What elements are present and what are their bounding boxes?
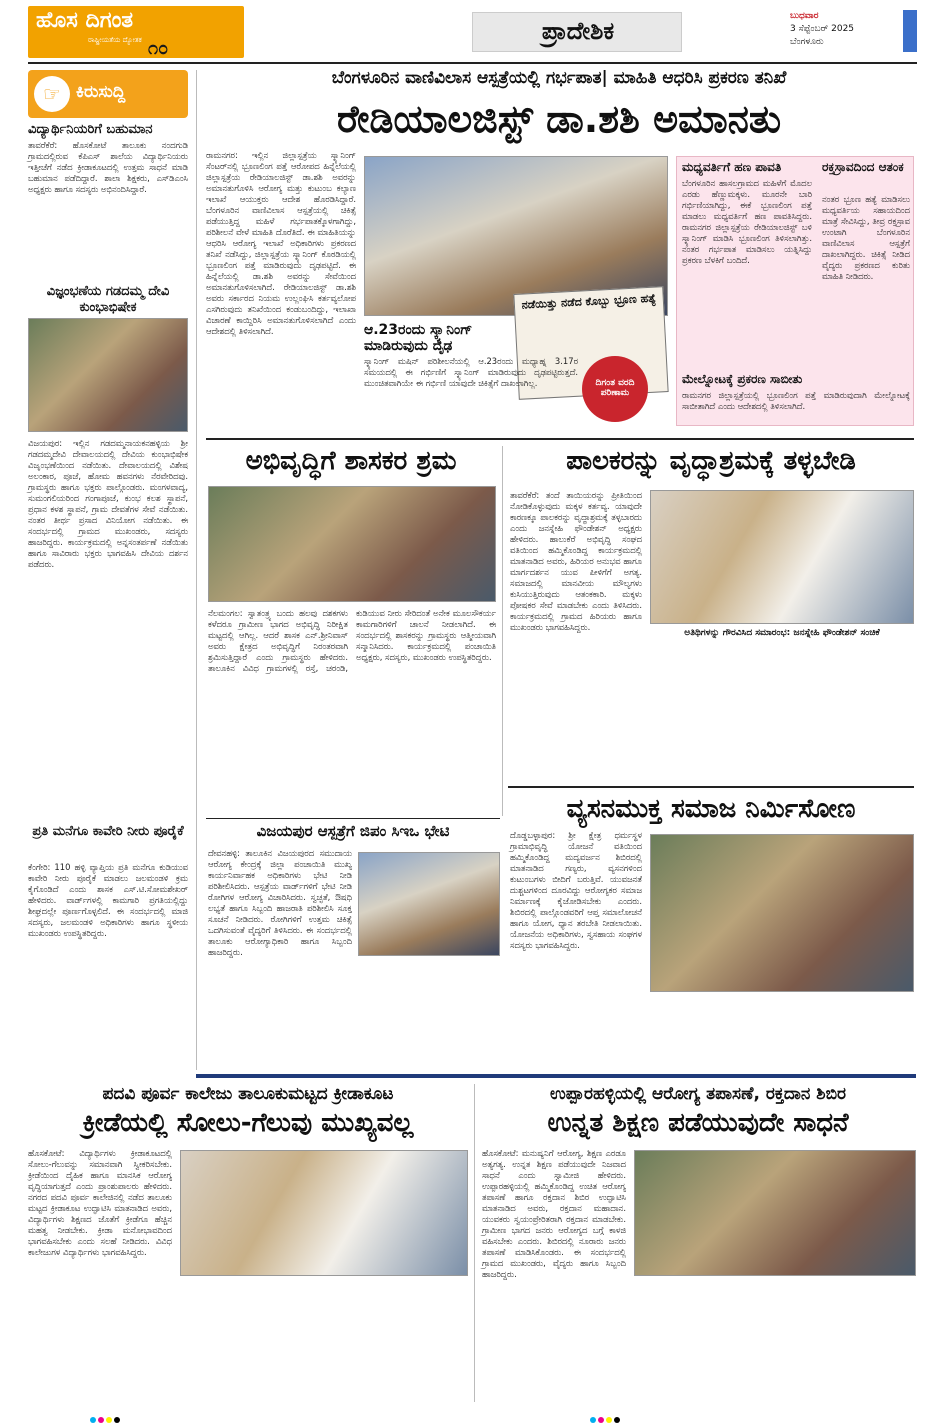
pointing-hand-icon: ☞ xyxy=(34,76,70,112)
print-registration-marks xyxy=(590,1408,622,1427)
story7-body: ಹೊಸಕೋಟೆ: ಮನುಷ್ಯನಿಗೆ ಆರೋಗ್ಯ, ಶಿಕ್ಷಣ ಎರಡೂ ಅತ್ಯಗತ್ಯ. ಉನ್ನತ ಶಿಕ್ಷಣ ಪಡೆಯುವುದೇ ನಿಜವಾದ ಸಾಧನೆ ಎಂದು ಸ್ವಾಮೀಜಿ ಹೇಳಿದರು. ಉಪ್ಪಾರಹಳ್ಳಿಯಲ್ಲಿ ಹಮ್ಮಿಕೊಂಡಿದ್ದ ಉಚಿತ ಆರೋಗ್ಯ ತಪಾಸಣೆ ಹಾಗೂ ರಕ್ತದಾನ ಶಿಬಿರ ಉದ್ಘಾಟಿಸಿ ಮಾತನಾಡಿದ ಅವರು, ರಕ್ತದಾನ ಮಹಾದಾನ. ಯುವಕರು ಸ್ವಯಂಪ್ರೇರಿತರಾಗಿ ರಕ್ತದಾನ ಮಾಡಬೇಕು. ಗ್ರಾಮೀಣ ಭಾಗದ ಜನರು ಆರೋಗ್ಯದ ಬಗ್ಗೆ ಕಾಳಜಿ ವಹಿಸಬೇಕು ಎಂದರು. ಶಿಬಿರದಲ್ಲಿ ನೂರಾರು ಜನರು ತಪಾಸಣೆ ಮಾಡಿಸಿಕೊಂಡರು. ಈ ಸಂದರ್ಭದಲ್ಲಿ ಗ್ರಾಮದ ಮುಖಂಡರು, ವೈದ್ಯರು ಹಾಗೂ ಸಿಬ್ಬಂದಿ ಹಾಜರಿದ್ದರು. xyxy=(482,1148,626,1279)
story7-headline: ಉನ್ನತ ಶಿಕ್ಷಣ ಪಡೆಯುವುದೇ ಸಾಧನೆ xyxy=(547,1108,849,1138)
story4-body: ದೇವನಹಳ್ಳಿ: ತಾಲೂಕಿನ ವಿಜಯಪುರದ ಸಮುದಾಯ ಆರೋಗ್ಯ ಕೇಂದ್ರಕ್ಕೆ ಜಿಲ್ಲಾ ಪಂಚಾಯಿತಿ ಮುಖ್ಯ ಕಾರ್ಯನಿರ್ವಾಹಕ ಅಧಿಕಾರಿಗಳು ಭೇಟಿ ನೀಡಿ ಪರಿಶೀಲಿಸಿದರು. ಆಸ್ಪತ್ರೆಯ ವಾರ್ಡ್‌ಗಳಿಗೆ ಭೇಟಿ ನೀಡಿ ರೋಗಿಗಳ ಆರೋಗ್ಯ ವಿಚಾರಿಸಿದರು. ಸ್ವಚ್ಛತೆ, ಔಷಧಿ ಲಭ್ಯತೆ ಹಾಗೂ ಸಿಬ್ಬಂದಿ ಹಾಜರಾತಿ ಪರಿಶೀಲಿಸಿ ಸೂಕ್ತ ಸೂಚನೆ ನೀಡಿದರು. ರೋಗಿಗಳಿಗೆ ಉತ್ತಮ ಚಿಕಿತ್ಸೆ ಒದಗಿಸುವಂತೆ ವೈದ್ಯರಿಗೆ ತಿಳಿಸಿದರು. ಈ ಸಂದರ್ಭದಲ್ಲಿ ತಾಲೂಕು ಆರೋಗ್ಯಾಧಿಕಾರಿ ಹಾಗೂ ಸಿಬ್ಬಂದಿ ಹಾಜರಿದ್ದರು. xyxy=(208,848,352,957)
newspaper-logo[interactable] xyxy=(28,6,244,58)
kirusuddi-label: ಕಿರುಸುದ್ದಿ xyxy=(76,82,126,102)
hospital-visit-photo xyxy=(358,852,500,956)
side1-title: ಮಧ್ಯವರ್ತಿಗೆ ಹಣ ಪಾವತಿ xyxy=(682,160,782,174)
side2-title: ರಕ್ತಸ್ರಾವದಿಂದ ಆತಂಕ xyxy=(822,160,904,174)
elders-felicitation-photo xyxy=(650,490,914,624)
side2-body: ನಂತರ ಭ್ರೂಣ ಹತ್ಯೆ ಮಾಡಿಸಲು ಮಧ್ಯವರ್ತಿಯ ಸಹಾಯದಿಂದ ಮಾತ್ರೆ ಸೇವಿಸಿದ್ದು, ತೀವ್ರ ರಕ್ತಸ್ರಾವ ಉಂಟಾಗಿ ಬೆಂಗಳೂರಿನ ವಾಣಿವಿಲಾಸ ಆಸ್ಪತ್ರೆಗೆ ದಾಖಲಾಗಿದ್ದರು. ಚಿಕಿತ್ಸೆ ನೀಡಿದ ವೈದ್ಯರು ಪ್ರಕರಣದ ಕುರಿತು ಮಾಹಿತಿ ನೀಡಿದರು. xyxy=(822,194,910,281)
legislator-felicitation-photo xyxy=(208,486,496,602)
sports-meet-photo xyxy=(180,1150,468,1276)
masthead xyxy=(0,0,945,62)
photo-caption-title: ಆ.23ರಂದು ಸ್ಕ್ಯಾನಿಂಗ್ ಮಾಡಿರುವುದು ದೃಢ xyxy=(364,322,473,354)
story6-body-cont xyxy=(180,1282,468,1402)
story3-body-cont xyxy=(510,646,914,778)
brief-3-body: ಕೆಂಗೇರಿ: 110 ಹಳ್ಳಿ ವ್ಯಾಪ್ತಿಯ ಪ್ರತಿ ಮನೆಗೂ ಕುಡಿಯುವ ಕಾವೇರಿ ನೀರು ಪೂರೈಕೆ ಮಾಡಲು ಜಲಮಂಡಳಿ ಕ್ರಮ ಕೈಗೊಂಡಿದೆ ಎಂದು ಶಾಸಕ ಎಸ್.ಟಿ.ಸೋಮಶೇಖರ್ ಹೇಳಿದರು. ವಾರ್ಡ್‌ಗಳಲ್ಲಿ ಕಾಮಗಾರಿ ಪ್ರಗತಿಯಲ್ಲಿದ್ದು ಶೀಘ್ರದಲ್ಲೇ ಪೂರ್ಣಗೊಳ್ಳಲಿದೆ. ಈ ಸಂದರ್ಭದಲ್ಲಿ ಮಾಜಿ ಸದಸ್ಯರು, ಜಲಮಂಡಳಿ ಅಧಿಕಾರಿಗಳು ಹಾಗೂ ಸ್ಥಳೀಯ ಮುಖಂಡರು ಉಪಸ್ಥಿತರಿದ್ದರು. xyxy=(28,862,188,938)
brief-1-title: ವಿದ್ಯಾರ್ಥಿನಿಯರಿಗೆ ಬಹುಮಾನ xyxy=(28,122,153,137)
clipping-title: ನಡೆಯಿತ್ತು ನಡೆದ ಕೊಬ್ಬು ಭ್ರೂಣ ಹತ್ಯೆ xyxy=(521,291,657,312)
column-divider xyxy=(474,1084,475,1402)
dateline xyxy=(790,10,895,49)
dateline-date: 3 ಸೆಪ್ಟೆಂಬರ್ 2025 xyxy=(790,24,855,34)
section-title: ಪ್ರಾದೇಶಿಕ xyxy=(541,17,615,45)
photo-caption-body: ಸ್ಕ್ಯಾನಿಂಗ್ ಮಷಿನ್ ಪರಿಶೀಲನೆಯಲ್ಲಿ ಆ.23ರಂದು ಮಧ್ಯಾಹ್ನ 3.17ರ ಸಮಯದಲ್ಲಿ ಈ ಗರ್ಭಿಣಿಗೆ ಸ್ಕ್ಯಾನಿಂಗ್ ಮಾಡಿರುವುದು ದೃಢಪಟ್ಟಿರುತ್ತದೆ. ಮುಂಚಿತವಾಗಿಯೇ ಈ ಗರ್ಭಿಣಿ ಯಾವುದೇ ಚಿಕಿತ್ಸೆಗೆ ದಾಖಲಾಗಿಲ್ಲ. xyxy=(364,356,578,388)
lead-headline: ರೇಡಿಯಾಲಜಿಸ್ಟ್ ಡಾ.ಶಶಿ ಅಮಾನತು xyxy=(336,97,782,141)
story5-body-cont xyxy=(650,998,914,1066)
print-registration-marks xyxy=(90,1408,122,1427)
story3-body: ತಾವರೆಕೆರೆ: ತಂದೆ ತಾಯಿಯರನ್ನು ಪ್ರೀತಿಯಿಂದ ನೋಡಿಕೊಳ್ಳುವುದು ಮಕ್ಕಳ ಕರ್ತವ್ಯ. ಯಾವುದೇ ಕಾರಣಕ್ಕೂ ಪಾಲಕರನ್ನು ವೃದ್ಧಾಶ್ರಮಕ್ಕೆ ತಳ್ಳಬಾರದು ಎಂದು ಜನಸ್ನೇಹಿ ಫೌಂಡೇಶನ್ ಅಧ್ಯಕ್ಷರು ಹೇಳಿದರು. ಹಾಲುಕೆರೆ ಅಭಿವೃದ್ಧಿ ಸಂಘದ ವತಿಯಿಂದ ಹಮ್ಮಿಕೊಂಡಿದ್ದ ಕಾರ್ಯಕ್ರಮದಲ್ಲಿ ಮಾತನಾಡಿದ ಅವರು, ಹಿರಿಯರ ಅನುಭವ ಹಾಗೂ ಮಾರ್ಗದರ್ಶನ ಯುವ ಪೀಳಿಗೆಗೆ ಅಗತ್ಯ. ಸಮಾಜದಲ್ಲಿ ಮಾನವೀಯ ಮೌಲ್ಯಗಳು ಕುಸಿಯುತ್ತಿರುವುದು ಆತಂಕಕಾರಿ. ಮಕ್ಕಳು ಪೋಷಕರ ಸೇವೆ ಮಾಡಬೇಕು ಎಂದು ತಿಳಿಸಿದರು. ಕಾರ್ಯಕ್ರಮದಲ್ಲಿ ಗ್ರಾಮದ ಹಿರಿಯರು ಹಾಗೂ ಮುಖಂಡರು ಭಾಗವಹಿಸಿದ್ದರು. xyxy=(510,490,642,632)
story5-body: ದೊಡ್ಡಬಳ್ಳಾಪುರ: ಶ್ರೀ ಕ್ಷೇತ್ರ ಧರ್ಮಸ್ಥಳ ಗ್ರಾಮಾಭಿವೃದ್ಧಿ ಯೋಜನೆ ವತಿಯಿಂದ ಹಮ್ಮಿಕೊಂಡಿದ್ದ ಮದ್ಯವರ್ಜನ ಶಿಬಿರದಲ್ಲಿ ಮಾತನಾಡಿದ ಗಣ್ಯರು, ವ್ಯಸನಗಳಿಂದ ಕುಟುಂಬಗಳು ಬೀದಿಗೆ ಬರುತ್ತಿವೆ. ಯುವಜನತೆ ದುಶ್ಚಟಗಳಿಂದ ದೂರವಿದ್ದು ಆರೋಗ್ಯಕರ ಸಮಾಜ ನಿರ್ಮಾಣಕ್ಕೆ ಕೈಜೋಡಿಸಬೇಕು ಎಂದರು. ಶಿಬಿರದಲ್ಲಿ ಪಾಲ್ಗೊಂಡವರಿಗೆ ಆಪ್ತ ಸಮಾಲೋಚನೆ ಹಾಗೂ ಯೋಗ, ಧ್ಯಾನ ತರಬೇತಿ ನೀಡಲಾಯಿತು. ಯೋಜನೆಯ ಅಧಿಕಾರಿಗಳು, ಸ್ವಸಹಾಯ ಸಂಘಗಳ ಸದಸ್ಯರು ಭಾಗವಹಿಸಿದ್ದರು. xyxy=(510,830,642,950)
story6-body: ಹೊಸಕೋಟೆ: ವಿದ್ಯಾರ್ಥಿಗಳು ಕ್ರೀಡಾಕೂಟದಲ್ಲಿ ಸೋಲು-ಗೆಲುವನ್ನು ಸಮಾನವಾಗಿ ಸ್ವೀಕರಿಸಬೇಕು. ಕ್ರೀಡೆಯಿಂದ ದೈಹಿಕ ಹಾಗೂ ಮಾನಸಿಕ ಆರೋಗ್ಯ ವೃದ್ಧಿಯಾಗುತ್ತದೆ ಎಂದು ಪ್ರಾಂಶುಪಾಲರು ಹೇಳಿದರು. ನಗರದ ಪದವಿ ಪೂರ್ವ ಕಾಲೇಜಿನಲ್ಲಿ ನಡೆದ ತಾಲೂಕು ಮಟ್ಟದ ಕ್ರೀಡಾಕೂಟ ಉದ್ಘಾಟಿಸಿ ಮಾತನಾಡಿದ ಅವರು, ವಿದ್ಯಾರ್ಥಿಗಳು ಶಿಕ್ಷಣದ ಜೊತೆಗೆ ಕ್ರೀಡೆಗೂ ಹೆಚ್ಚಿನ ಮಹತ್ವ ನೀಡಬೇಕು. ಕ್ರೀಡಾ ಮನೋಭಾವದಿಂದ ಭಾಗವಹಿಸಬೇಕು ಎಂದು ಸಲಹೆ ನೀಡಿದರು. ವಿವಿಧ ಕಾಲೇಜುಗಳ ವಿದ್ಯಾರ್ಥಿಗಳು ಭಾಗವಹಿಸಿದ್ದರು. xyxy=(28,1148,172,1257)
logo-title: ಹೊಸ ದಿಗಂತ xyxy=(36,8,134,33)
brief-2-body: ವಿಜಯಪುರ: ಇಲ್ಲಿನ ಗಡದಮ್ಮನಾಯಕನಹಳ್ಳಿಯ ಶ್ರೀ ಗಡದಮ್ಮದೇವಿ ದೇವಾಲಯದಲ್ಲಿ ದೇವಿಯ ಕುಂಭಾಭಿಷೇಕ ವಿಜೃಂಭಣೆಯಿಂದ ನಡೆಯಿತು. ದೇವಾಲಯದಲ್ಲಿ ವಿಶೇಷ ಅಲಂಕಾರ, ಪೂಜೆ, ಹೋಮ ಹವನಗಳು ನೆರವೇರಿದವು. ಗ್ರಾಮಸ್ಥರು ಹಾಗೂ ಭಕ್ತರು ಪಾಲ್ಗೊಂಡರು. ಮಂಗಳವಾದ್ಯ, ಸುಮಂಗಲಿಯರಿಂದ ಗಂಗಾಪೂಜೆ, ಕುಂಭ ಕಲಶ ಸ್ಥಾಪನೆ, ಪ್ರಧಾನ ಕಳಶ ಸ್ಥಾಪನೆ, ಗ್ರಾಮ ದೇವತೆಗಳ ಸೇವೆ ನಡೆಯಿತು. ನಂತರ ತೀರ್ಥ ಪ್ರಸಾದ ವಿನಿಯೋಗ ನಡೆಯಿತು. ಈ ಸಂದರ್ಭದಲ್ಲಿ ಗ್ರಾಮದ ಮುಖಂಡರು, ಸದಸ್ಯರು ಹಾಜರಿದ್ದರು. ಕಾರ್ಯಕ್ರಮದಲ್ಲಿ ಅನ್ನಸಂತರ್ಪಣೆ ನಡೆಯಿತು ಹಾಗೂ ಸಾವಿರಾರು ಭಕ್ತರು ಭಾಗವಹಿಸಿ ದೇವಿಯ ದರ್ಶನ ಪಡೆದರು. xyxy=(28,438,188,569)
story6-headline: ಕ್ರೀಡೆಯಲ್ಲಿ ಸೋಲು-ಗೆಲುವು ಮುಖ್ಯವಲ್ಲ xyxy=(82,1108,414,1138)
impact-stamp: ದಿಗಂತ ವರದಿ ಪರಿಣಾಮ xyxy=(582,356,648,422)
story2-headline: ಅಭಿವೃದ್ಧಿಗೆ ಶಾಸಕರ ಶ್ರಮ xyxy=(245,446,457,476)
lead-body: ರಾಮನಗರ: ಇಲ್ಲಿನ ಜಿಲ್ಲಾಸ್ಪತ್ರೆಯ ಸ್ಕ್ಯಾನಿಂಗ್ ಸೆಂಟರ್‌ನಲ್ಲಿ ಭ್ರೂಣಲಿಂಗ ಪತ್ತೆ ಆರೋಪದ ಹಿನ್ನೆಲೆಯಲ್ಲಿ ಜಿಲ್ಲಾಸ್ಪತ್ರೆಯ ರೇಡಿಯಾಲಜಿಸ್ಟ್ ಡಾ.ಶಶಿ ಅವರನ್ನು ಅಮಾನತುಗೊಳಿಸಿ ಆರೋಗ್ಯ ಮತ್ತು ಕುಟುಂಬ ಕಲ್ಯಾಣ ಇಲಾಖೆ ಆಯುಕ್ತರು ಆದೇಶ ಹೊರಡಿಸಿದ್ದಾರೆ. ಬೆಂಗಳೂರಿನ ವಾಣಿವಿಲಾಸ ಆಸ್ಪತ್ರೆಯಲ್ಲಿ ಚಿಕಿತ್ಸೆ ಪಡೆಯುತ್ತಿದ್ದ ಮಹಿಳೆ ಗರ್ಭಪಾತಕ್ಕೊಳಗಾಗಿದ್ದು, ಪರಿಶೀಲನೆ ವೇಳೆ ಮಾಹಿತಿ ದೊರೆತಿದೆ. ಈ ಮಾಹಿತಿಯನ್ನು ಆಧರಿಸಿ ಆರೋಗ್ಯ ಇಲಾಖೆ ಅಧಿಕಾರಿಗಳು ಪ್ರಕರಣದ ತನಿಖೆ ನಡೆಸಿದ್ದು, ಜಿಲ್ಲಾಸ್ಪತ್ರೆಯ ಸ್ಕ್ಯಾನಿಂಗ್ ಕೊಠಡಿಯಲ್ಲಿ ಭ್ರೂಣಲಿಂಗ ಪತ್ತೆ ಮಾಡಿರುವುದು ದೃಢಪಟ್ಟಿದೆ. ಈ ಹಿನ್ನೆಲೆಯಲ್ಲಿ ಡಾ.ಶಶಿ ಅವರನ್ನು ಸೇವೆಯಿಂದ ಅಮಾನತುಗೊಳಿಸಲಾಗಿದೆ. ರೇಡಿಯಾಲಜಿಸ್ಟ್ ಡಾ.ಶಶಿ ಅವರು ಸರ್ಕಾರದ ನಿಯಮ ಉಲ್ಲಂಘಿಸಿ ಕರ್ತವ್ಯಲೋಪ ಎಸಗಿರುವುದು ತನಿಖೆಯಿಂದ ಕಂಡುಬಂದಿದ್ದು, ಇಲಾಖಾ ವಿಚಾರಣೆ ಕಾಯ್ದಿರಿಸಿ ಅಮಾನತುಗೊಳಿಸಲಾಗಿದೆ ಎಂದು ಆದೇಶದಲ್ಲಿ ತಿಳಿಸಲಾಗಿದೆ. xyxy=(206,150,356,336)
deaddiction-camp-photo xyxy=(650,834,914,992)
logo-tagline: ರಾಷ್ಟ್ರೀಯತೆಯ ದ್ಯೋತಕ xyxy=(88,36,142,44)
masthead-rule xyxy=(28,62,917,64)
brief-1-body: ತಾವರೆಕೆರೆ: ಹೊಸಕೋಟೆ ತಾಲೂಕು ನಂದಗುಡಿ ಗ್ರಾಮದಲ್ಲಿರುವ ಕೆಪಿಎಸ್ ಶಾಲೆಯ ವಿದ್ಯಾರ್ಥಿನಿಯರು ಇತ್ತೀಚೆಗೆ ನಡೆದ ಕ್ರೀಡಾಕೂಟದಲ್ಲಿ ಉತ್ತಮ ಸಾಧನೆ ಮಾಡಿ ಬಹುಮಾನ ಪಡೆದಿದ್ದಾರೆ. ಶಾಲಾ ಶಿಕ್ಷಕರು, ಎಸ್‌ಡಿಎಂಸಿ ಅಧ್ಯಕ್ಷರು ಹಾಗೂ ಸದಸ್ಯರು ಅಭಿನಂದಿಸಿದ್ದಾರೆ. xyxy=(28,140,188,194)
story2-body: ನೆಲಮಂಗಲ: ಸ್ವಾತಂತ್ರ್ಯ ಬಂದು ಹಲವು ದಶಕಗಳು ಕಳೆದರೂ ಗ್ರಾಮೀಣ ಭಾಗದ ಅಭಿವೃದ್ಧಿ ನಿರೀಕ್ಷಿತ ಮಟ್ಟದಲ್ಲಿ ಆಗಿಲ್ಲ. ಆದರೆ ಶಾಸಕ ಎನ್.ಶ್ರೀನಿವಾಸ್ ಅವರು ಕ್ಷೇತ್ರದ ಅಭಿವೃದ್ಧಿಗೆ ನಿರಂತರವಾಗಿ ಶ್ರಮಿಸುತ್ತಿದ್ದಾರೆ ಎಂದು ಗ್ರಾಮಸ್ಥರು ಹೇಳಿದರು. ತಾಲೂಕಿನ ವಿವಿಧ ಗ್ರಾಮಗಳಲ್ಲಿ ರಸ್ತೆ, ಚರಂಡಿ, ಕುಡಿಯುವ ನೀರು ಸೇರಿದಂತೆ ಅನೇಕ ಮೂಲಸೌಕರ್ಯ ಕಾಮಗಾರಿಗಳಿಗೆ ಚಾಲನೆ ನೀಡಲಾಗಿದೆ. ಈ ಸಂದರ್ಭದಲ್ಲಿ ಶಾಸಕರನ್ನು ಗ್ರಾಮಸ್ಥರು ಆತ್ಮೀಯವಾಗಿ ಸನ್ಮಾನಿಸಿದರು. ಕಾರ್ಯಕ್ರಮದಲ್ಲಿ ಪಂಚಾಯಿತಿ ಅಧ್ಯಕ್ಷರು, ಸದಸ್ಯರು, ಮುಖಂಡರು ಉಪಸ್ಥಿತರಿದ್ದರು. xyxy=(208,608,496,673)
story3-photo-caption: ಅತಿಥಿಗಳನ್ನು ಗೌರವಿಸಿದ ಸಮಾರಂಭ: ಜನಸ್ನೇಹಿ ಫೌಂಡೇಶನ್ ಸಂಚಿಕೆ xyxy=(684,628,880,638)
temple-ritual-photo xyxy=(28,318,188,432)
story3-headline: ಪಾಲಕರನ್ನು ವೃದ್ಧಾಶ್ರಮಕ್ಕೆ ತಳ್ಳಬೇಡಿ xyxy=(566,446,856,476)
section-rule xyxy=(196,1074,916,1078)
page-number: ೧೦ xyxy=(148,38,169,59)
kirusuddi-banner xyxy=(28,70,188,118)
story4-headline: ವಿಜಯಪುರ ಆಸ್ಪತ್ರೆಗೆ ಜಿಪಂ ಸಿಇಒ ಭೇಟಿ xyxy=(256,822,450,840)
column-divider xyxy=(196,70,197,1070)
dateline-city: ಬೆಂಗಳೂರು xyxy=(790,37,824,47)
brief-2-title: ವಿಜ್ಞಂಭಣೆಯ ಗಡದಮ್ಮ ದೇವಿ ಕುಂಭಾಭಿಷೇಕ xyxy=(46,284,170,315)
health-camp-photo xyxy=(634,1150,916,1276)
brief-3-title: ಪ್ರತಿ ಮನೆಗೂ ಕಾವೇರಿ ನೀರು ಪೂರೈಕೆ xyxy=(32,824,184,839)
dateline-day: ಬುಧವಾರ xyxy=(790,11,819,21)
side1-body: ಬೆಂಗಳೂರಿನ ಹಾಸಲಗ್ರಾಮದ ಮಹಿಳೆಗೆ ಮೊದಲ ಎರಡು ಹೆಣ್ಣುಮಕ್ಕಳು. ಮೂರನೇ ಬಾರಿ ಗರ್ಭಿಣಿಯಾಗಿದ್ದು, ಈಕೆ ಭ್ರೂಣಲಿಂಗ ಪತ್ತೆ ಮಾಡಲು ಮಧ್ಯವರ್ತಿಗೆ ಹಣ ಪಾವತಿಸಿದ್ದರು. ರಾಮನಗರ ಜಿಲ್ಲಾಸ್ಪತ್ರೆಯ ರೇಡಿಯಾಲಜಿಸ್ಟ್ ಬಳಿ ಸ್ಕ್ಯಾನಿಂಗ್ ಮಾಡಿಸಿ ಭ್ರೂಣಲಿಂಗ ತಿಳಿಸಲಾಗಿತ್ತು. ನಂತರ ಗರ್ಭಪಾತ ಮಾಡಿಸಲು ಯತ್ನಿಸಿದ್ದು ಪ್ರಕರಣ ಬೆಳಕಿಗೆ ಬಂದಿದೆ. xyxy=(682,178,812,265)
side3-title: ಮೇಲ್ನೋಟಕ್ಕೆ ಪ್ರಕರಣ ಸಾಬೀತು xyxy=(682,372,803,386)
column-divider xyxy=(502,446,503,816)
section-rule xyxy=(508,786,914,788)
section-rule xyxy=(206,818,500,819)
section-banner xyxy=(472,12,682,52)
story4-body-cont xyxy=(358,962,500,1066)
section-rule xyxy=(206,438,914,440)
story7-body-cont xyxy=(634,1282,916,1402)
side-color-tab xyxy=(903,10,917,52)
story6-kicker: ಪದವಿ ಪೂರ್ವ ಕಾಲೇಜು ತಾಲೂಕುಮಟ್ಟದ ಕ್ರೀಡಾಕೂಟ xyxy=(102,1084,394,1104)
story5-headline: ವ್ಯಸನಮುಕ್ತ ಸಮಾಜ ನಿರ್ಮಿಸೋಣ xyxy=(566,794,856,824)
side3-body: ರಾಮನಗರ ಜಿಲ್ಲಾಸ್ಪತ್ರೆಯಲ್ಲಿ ಭ್ರೂಣಲಿಂಗ ಪತ್ತೆ ಮಾಡಿರುವುದಾಗಿ ಮೇಲ್ನೋಟಕ್ಕೆ ಸಾಬೀತಾಗಿದೆ ಎಂದು ಆದೇಶದಲ್ಲಿ ತಿಳಿಸಲಾಗಿದೆ. xyxy=(682,390,910,411)
story7-kicker: ಉಪ್ಪಾರಹಳ್ಳಿಯಲ್ಲಿ ಆರೋಗ್ಯ ತಪಾಸಣೆ, ರಕ್ತದಾನ ಶಿಬಿರ xyxy=(550,1084,846,1104)
lead-kicker: ಬೆಂಗಳೂರಿನ ವಾಣಿವಿಲಾಸ ಆಸ್ಪತ್ರೆಯಲ್ಲಿ ಗರ್ಭಪಾತ| ಮಾಹಿತಿ ಆಧರಿಸಿ ಪ್ರಕರಣ ತನಿಖೆ xyxy=(331,68,787,88)
